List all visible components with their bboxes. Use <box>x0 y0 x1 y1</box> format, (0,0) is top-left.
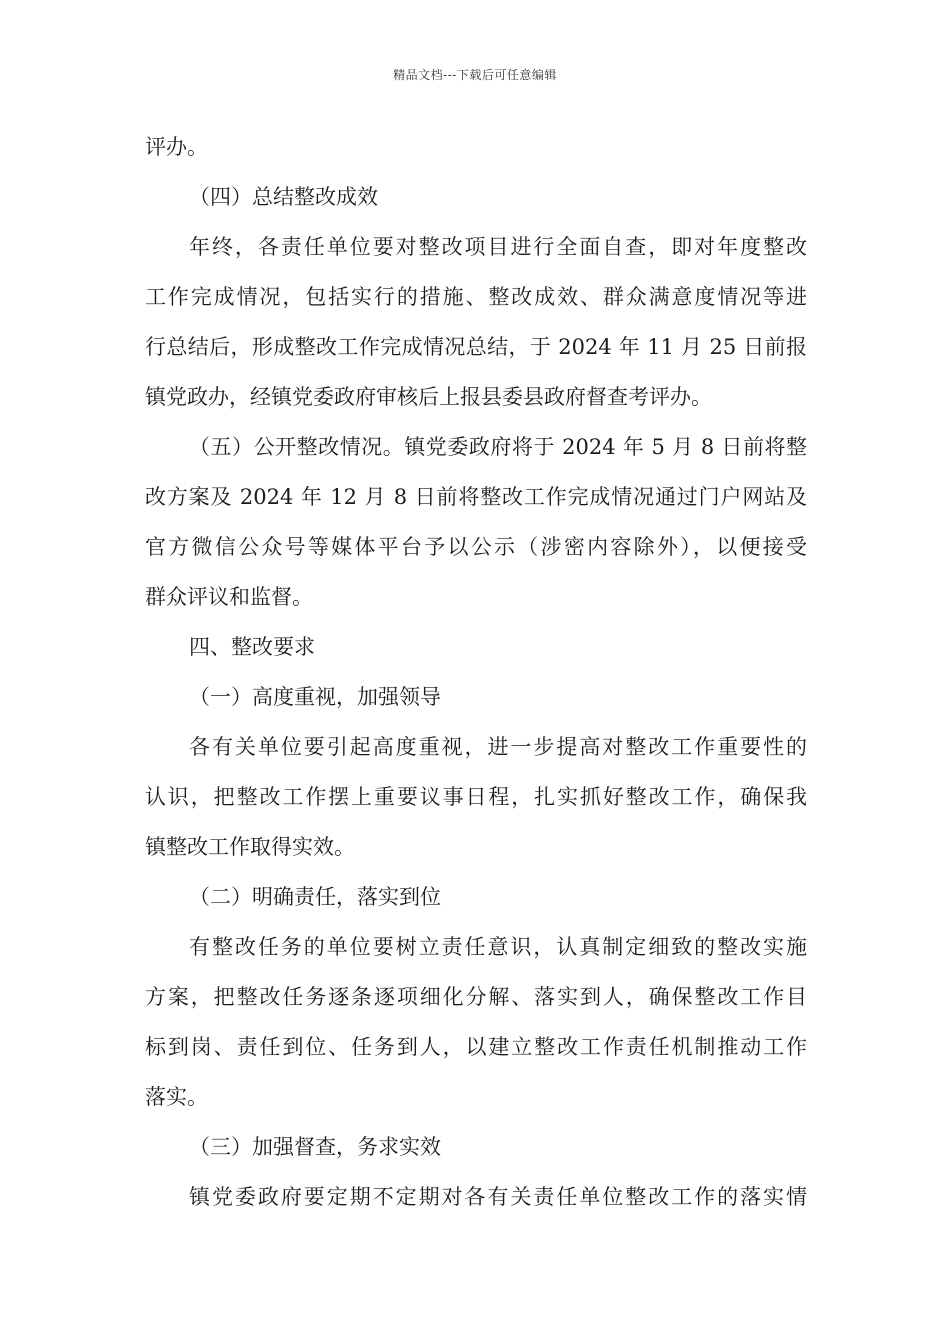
text-line: 镇党委政府要定期不定期对各有关责任单位整改工作的落实情 <box>189 1185 807 1209</box>
text-line: 改方案及 2024 年 12 月 8 日前将整改工作完成情况通过门户网站及 <box>145 485 807 509</box>
text-line: 有整改任务的单位要树立责任意识，认真制定细致的整改实施 <box>189 935 807 959</box>
text-line: 落实。 <box>145 1085 208 1109</box>
text-line: 镇党政办，经镇党委政府审核后上报县委县政府督查考评办。 <box>145 385 712 409</box>
text-line: 官方微信公众号等媒体平台予以公示（涉密内容除外），以便接受 <box>145 535 807 559</box>
subsection-heading: （一）高度重视，加强领导 <box>189 685 441 709</box>
text-line: 行总结后，形成整改工作完成情况总结，于 2024 年 11 月 25 日前报 <box>145 335 807 359</box>
section-heading: 四、整改要求 <box>189 635 315 659</box>
subsection-heading: （三）加强督查，务求实效 <box>189 1135 441 1159</box>
text-line: 标到岗、责任到位、任务到人，以建立整改工作责任机制推动工作 <box>145 1035 807 1059</box>
text-line: 镇整改工作取得实效。 <box>145 835 355 859</box>
text-line: 工作完成情况，包括实行的措施、整改成效、群众满意度情况等进 <box>145 285 807 309</box>
text-line: （五）公开整改情况。镇党委政府将于 2024 年 5 月 8 日前将整 <box>189 435 807 459</box>
text-line: 群众评议和监督。 <box>145 585 313 609</box>
text-line: 年终，各责任单位要对整改项目进行全面自查，即对年度整改 <box>189 235 807 259</box>
page-header: 精品文档---下载后可任意编辑 <box>393 68 557 82</box>
text-line: 方案，把整改任务逐条逐项细化分解、落实到人，确保整改工作目 <box>145 985 807 1009</box>
text-line: 各有关单位要引起高度重视，进一步提高对整改工作重要性的 <box>189 735 807 759</box>
text-line: 认识，把整改工作摆上重要议事日程，扎实抓好整改工作，确保我 <box>145 785 807 809</box>
text-line: 评办。 <box>145 135 208 159</box>
subsection-heading: （二）明确责任，落实到位 <box>189 885 441 909</box>
section-heading: （四）总结整改成效 <box>189 185 378 209</box>
